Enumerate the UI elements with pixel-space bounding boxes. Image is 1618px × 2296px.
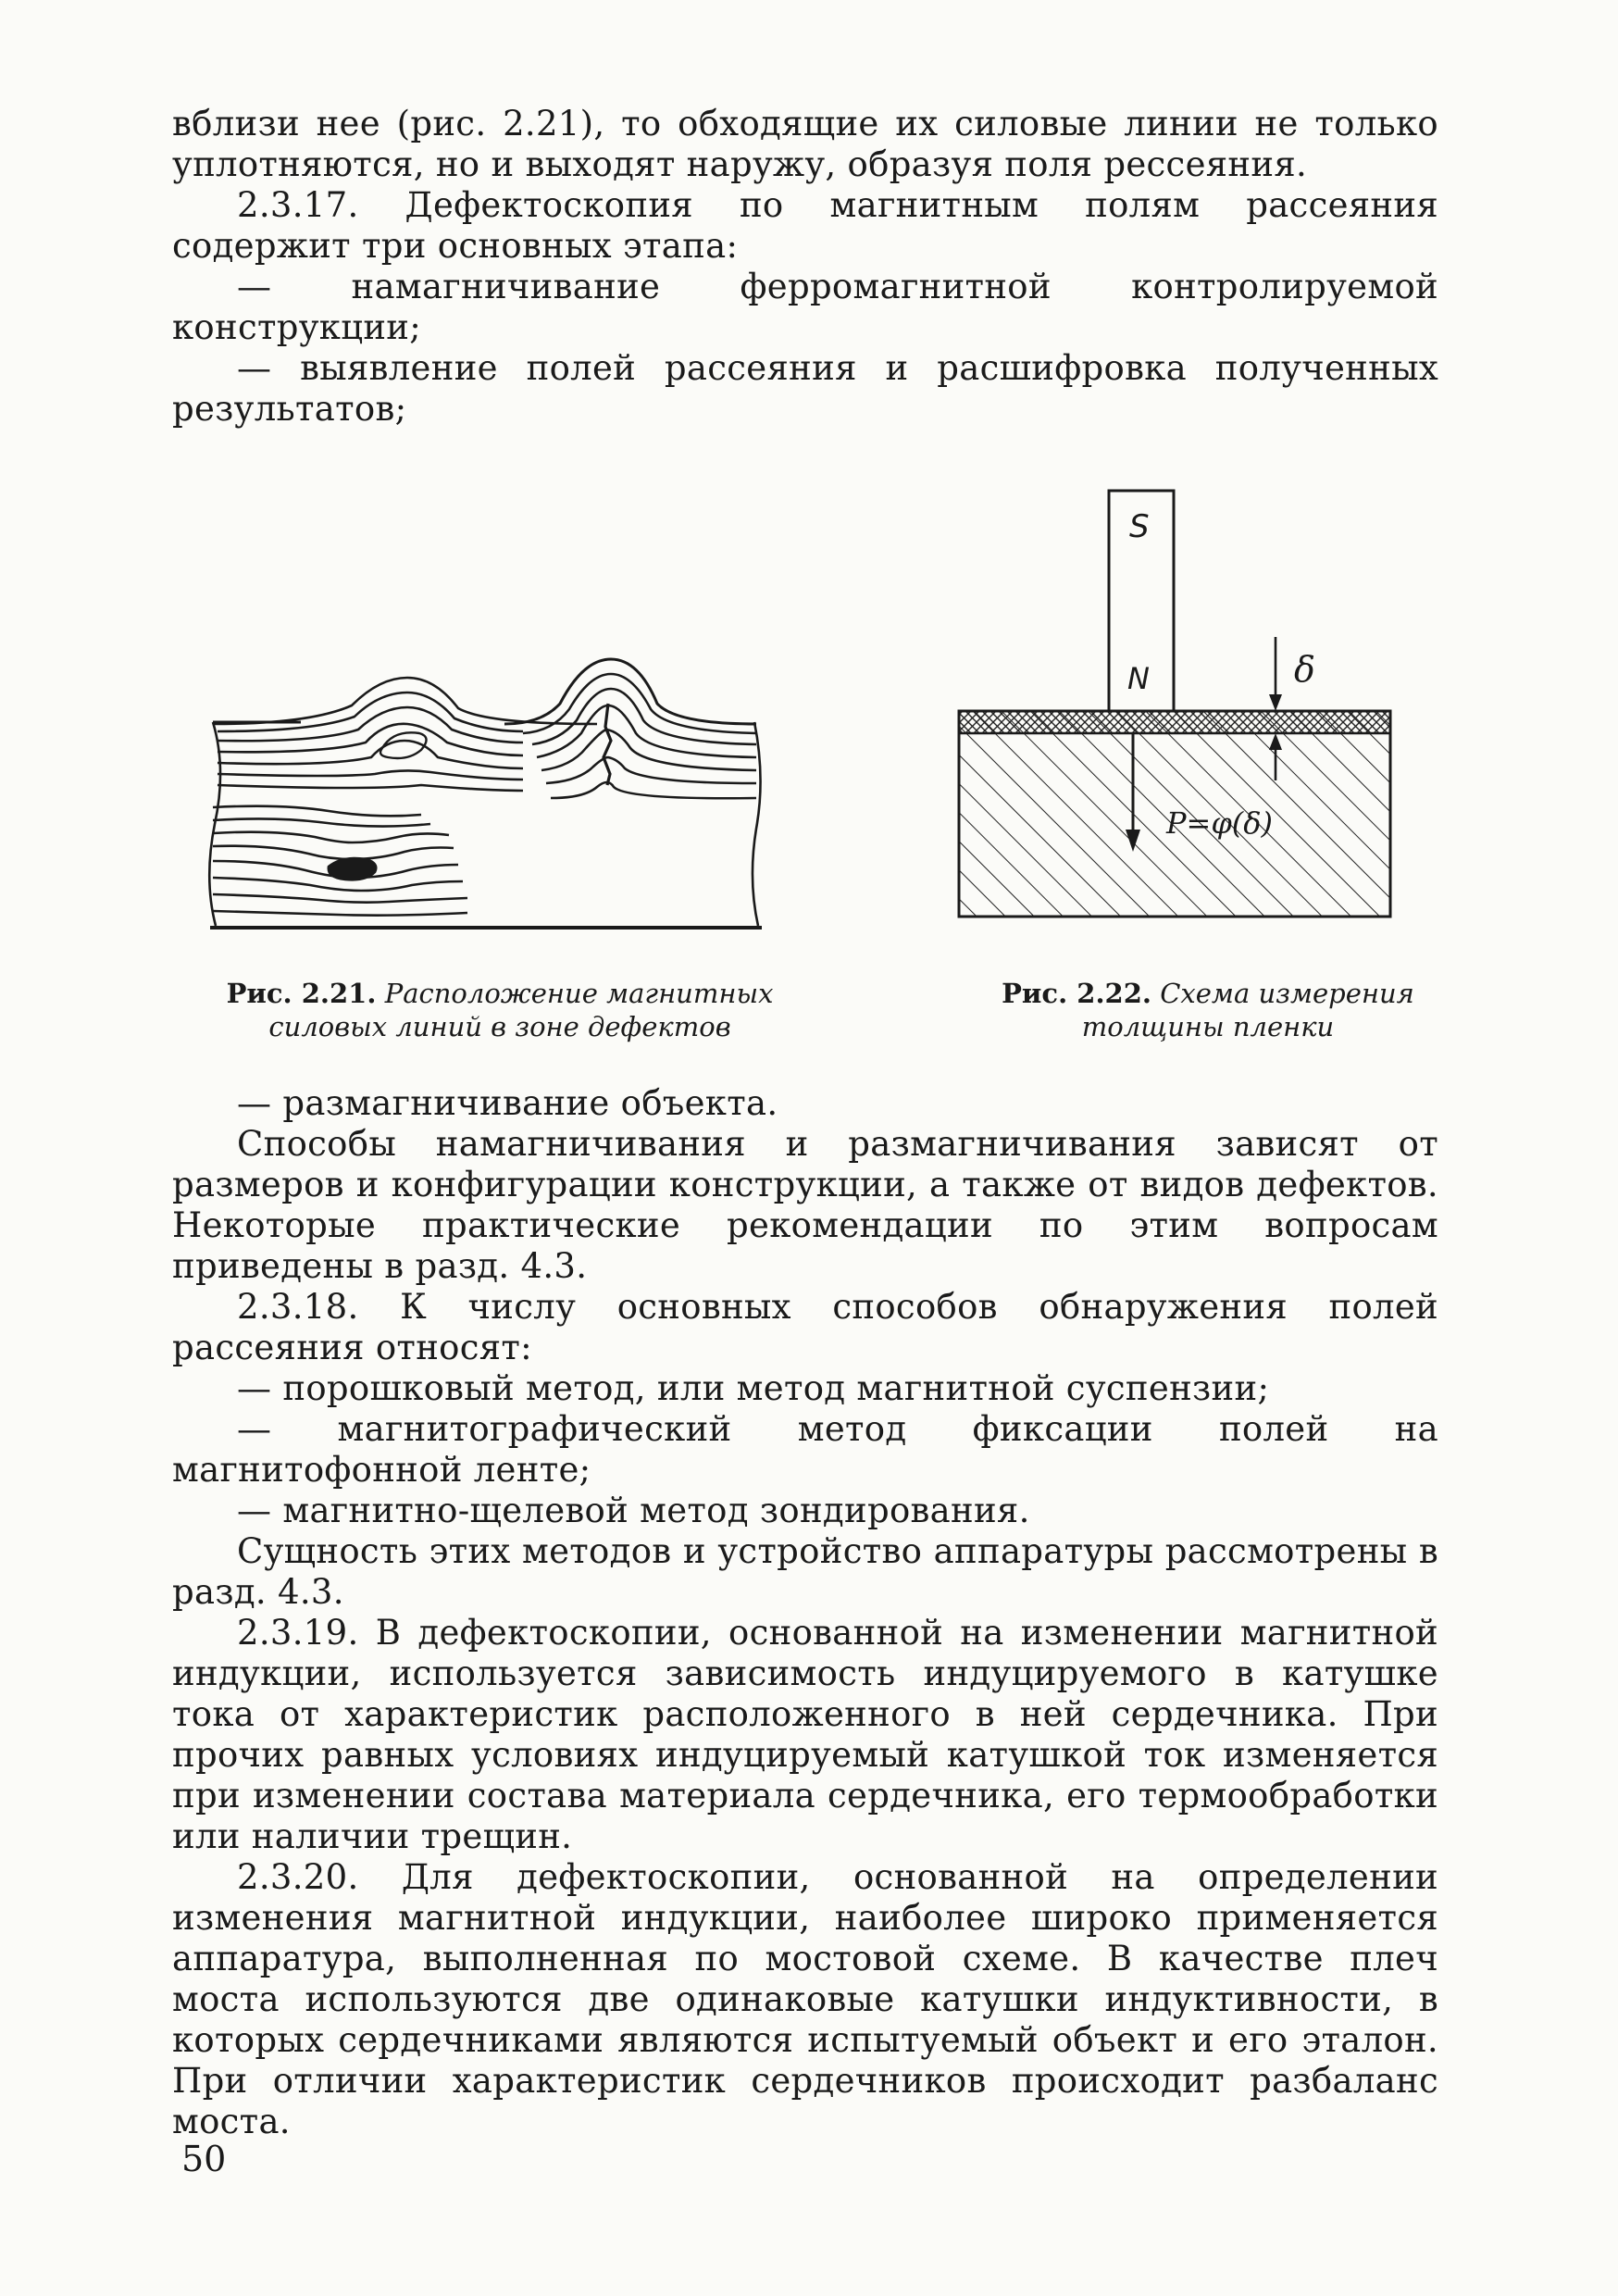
paragraph-2-3-20: 2.3.20. Для дефектоскопии, основанной на определении изменения магнитной индукции, наиболее широко применяется аппаратура, выполненная по мостовой схеме. В качестве плеч моста используются две одинаковые катушки индуктивности, в которых сердечниками являются испытуемый объект и его эталон. При отличии характеристик сердечников происходит разбаланс моста.: [172, 1857, 1438, 2141]
paragraph-methods: Способы намагничивания и размагничивания зависят от размеров и конфигурации конструкции, а также от видов дефектов. Некоторые практические рекомендации по этим вопросам приведены в разд. 4.3.: [172, 1124, 1438, 1286]
caption-text-2-21: Расположение магнитных силовых линий в зоне дефектов: [268, 978, 774, 1042]
pole-n-label: N: [1127, 661, 1150, 696]
caption-figure-2-21: [167, 977, 833, 1043]
pole-s-label: S: [1129, 508, 1150, 545]
caption-label-2-22: Рис. 2.22.: [1002, 978, 1151, 1009]
force-formula: P=φ(δ): [1166, 805, 1273, 841]
paragraph-2-3-17: 2.3.17. Дефектоскопия по магнитным полям рассеяния содержит три основных этапа:: [172, 185, 1438, 266]
list-item-slot-method: — магнитно-щелевой метод зондирования.: [237, 1491, 1030, 1530]
list-item-powder-method: — порошковый метод, или метод магнитной суспензии;: [237, 1368, 1270, 1408]
list-item-demagnetization: — размагничивание объекта.: [237, 1083, 778, 1123]
caption-figure-2-22: [977, 977, 1439, 1043]
paragraph-continuation: вблизи нее (рис. 2.21), то обходящие их силовые линии не только уплотняются, но и выходят наружу, образуя поля рессеяния.: [172, 104, 1438, 184]
top-text-block: [172, 104, 1438, 430]
list-item-magnetographic-method: — магнитографический метод фиксации полей на магнитофонной ленте;: [172, 1409, 1438, 1490]
figure-2-22-film-thickness: [952, 489, 1405, 924]
paragraph-2-3-18: 2.3.18. К числу основных способов обнаружения полей рассеяния относят:: [172, 1287, 1438, 1367]
list-item-detection: — выявление полей рассеяния и расшифровка полученных результатов;: [172, 348, 1438, 429]
figure-2-21-field-lines: [190, 639, 782, 944]
list-item-magnetization: — намагничивание ферромагнитной контролируемой конструкции;: [172, 267, 1438, 347]
caption-label-2-21: Рис. 2.21.: [226, 978, 377, 1009]
caption-text-2-22: Схема измерения толщины пленки: [1081, 978, 1414, 1042]
bottom-text-block: [172, 1083, 1438, 2142]
delta-label: δ: [1294, 649, 1315, 690]
paragraph-essence: Сущность этих методов и устройство аппаратуры рассмотрены в разд. 4.3.: [172, 1531, 1438, 1612]
paragraph-2-3-19: 2.3.19. В дефектоскопии, основанной на изменении магнитной индукции, используется зависимость индуцируемого в катушке тока от характеристик расположенного в ней сердечника. При прочих равных условиях индуцируемый катушкой ток изменяется при изменении состава материала сердечника, его термообработки или наличии трещин.: [172, 1613, 1438, 1856]
page-number: 50: [181, 2139, 227, 2179]
